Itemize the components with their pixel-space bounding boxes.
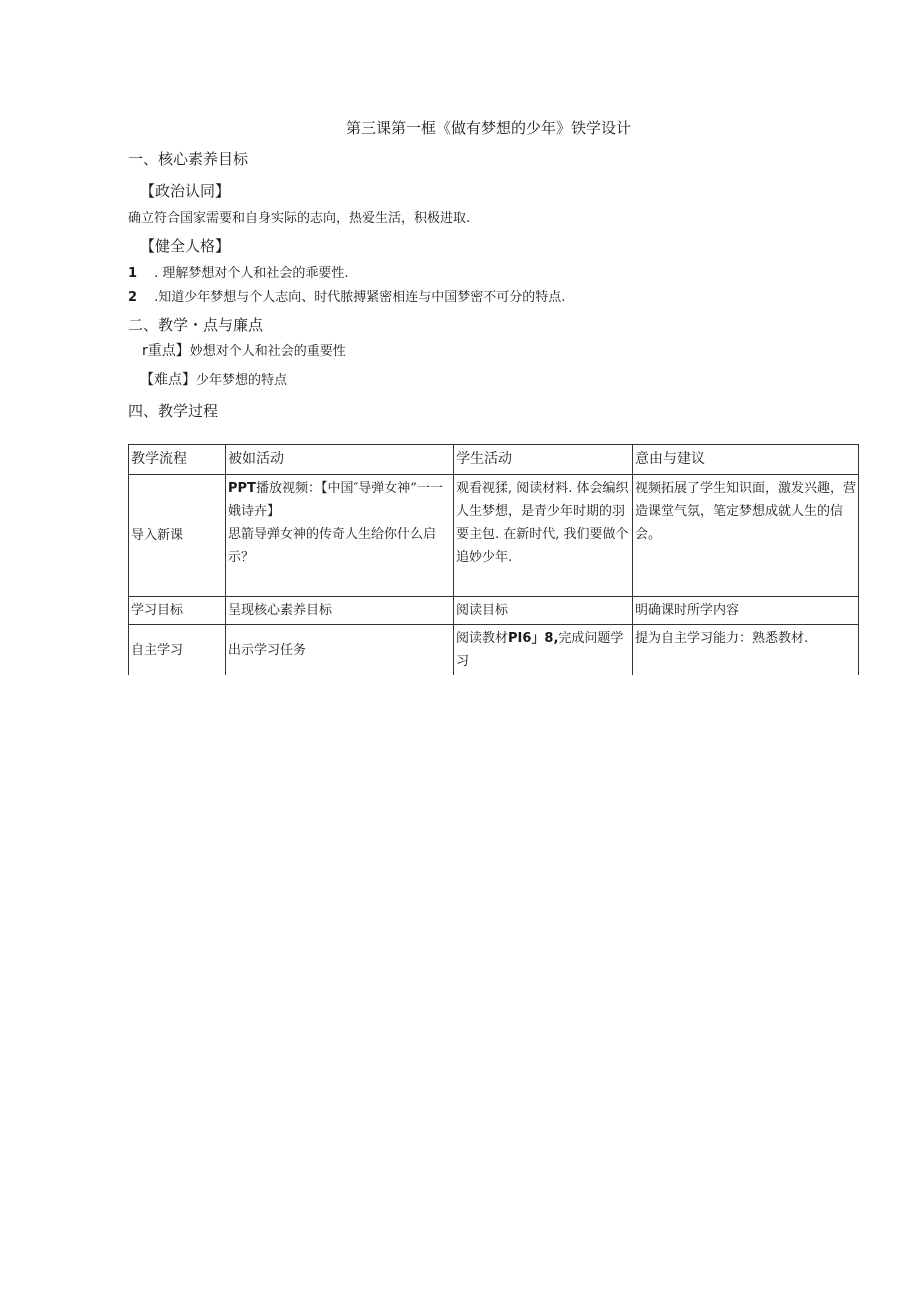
list-item	[128, 262, 349, 281]
political-identity-text: 确立符合国家需要和自身实际的志向，热爱生活，积极进取.	[128, 211, 471, 226]
key-point-text: 妙想对个人和社会的重要性	[189, 344, 346, 359]
table-row	[129, 597, 859, 625]
cell-student: 观看视猱, 阅读材料. 体会编织人生梦想，是青少年时期的羽要主包. 在新时代, 我们要做个追妙少年.	[454, 475, 633, 597]
list-item-text: .知道少年梦想与个人志向、时代脓搏紧密相连与中国梦密不可分的特点.	[154, 290, 566, 305]
column-header-note: 意由与建议	[633, 445, 859, 475]
difficulty-line	[140, 369, 287, 389]
healthy-personality-label: 【健全人格】	[140, 237, 231, 255]
cell-flow: 自主学习	[129, 625, 226, 676]
table-header-row	[129, 445, 859, 475]
column-header-teacher: 被如活动	[226, 445, 454, 475]
cell-teacher: 出示学习任务	[226, 625, 454, 676]
section-key-points-heading: 二、教学・点与廉点	[128, 316, 264, 334]
ppt-tag: PPT	[228, 481, 256, 496]
list-item-text: . 理解梦想对个人和社会的乖要性.	[154, 266, 349, 281]
student-activity-b: PI6」8,	[508, 631, 559, 646]
column-header-flow: 教学流程	[129, 445, 226, 475]
table-row	[129, 475, 859, 597]
cell-note: 明确课时所学内容	[633, 597, 859, 625]
difficulty-text: 少年梦想的特点	[196, 373, 288, 388]
cell-flow: 导入新课	[129, 475, 226, 597]
student-activity-a: 阅读教材	[456, 631, 509, 646]
cell-flow: 学习目标	[129, 597, 226, 625]
cell-teacher: 呈现核心素养目标	[226, 597, 454, 625]
teacher-activity-line1: 播放视频：【中国″导弹女神”一一娥诗卉】	[228, 481, 443, 519]
political-identity-label: 【政治认同】	[140, 182, 231, 200]
section-process-heading: 四、教学过程	[128, 402, 219, 420]
cell-note: 提为自主学习能力：熟悉教材.	[633, 625, 859, 676]
section-core-goals-heading: 一、核心素养目标	[128, 150, 249, 168]
table-row	[129, 625, 859, 676]
teacher-activity-line2: 思箭导弹女神的传奇人生给你什么启示？	[228, 527, 437, 565]
list-item-number: 2	[128, 290, 138, 305]
key-point-label: r重点】	[142, 343, 190, 359]
cell-student	[454, 625, 633, 676]
document-title: 第三课第一框《做有梦想的少年》铁学设计	[346, 119, 632, 137]
student-activity-c: 完成问题学习	[456, 631, 624, 669]
list-item-number: 1	[128, 266, 138, 281]
key-point-line	[142, 340, 346, 360]
column-header-student: 学生活动	[454, 445, 633, 475]
cell-note: 视频拓展了学生知识面，激发兴趣，营造课堂气氛，笔定梦想成就人生的信会。	[633, 475, 859, 597]
teaching-process-table	[128, 444, 859, 675]
difficulty-label: 【难点】	[140, 372, 196, 388]
list-item	[128, 286, 565, 305]
cell-teacher	[226, 475, 454, 597]
cell-student: 阅读目标	[454, 597, 633, 625]
